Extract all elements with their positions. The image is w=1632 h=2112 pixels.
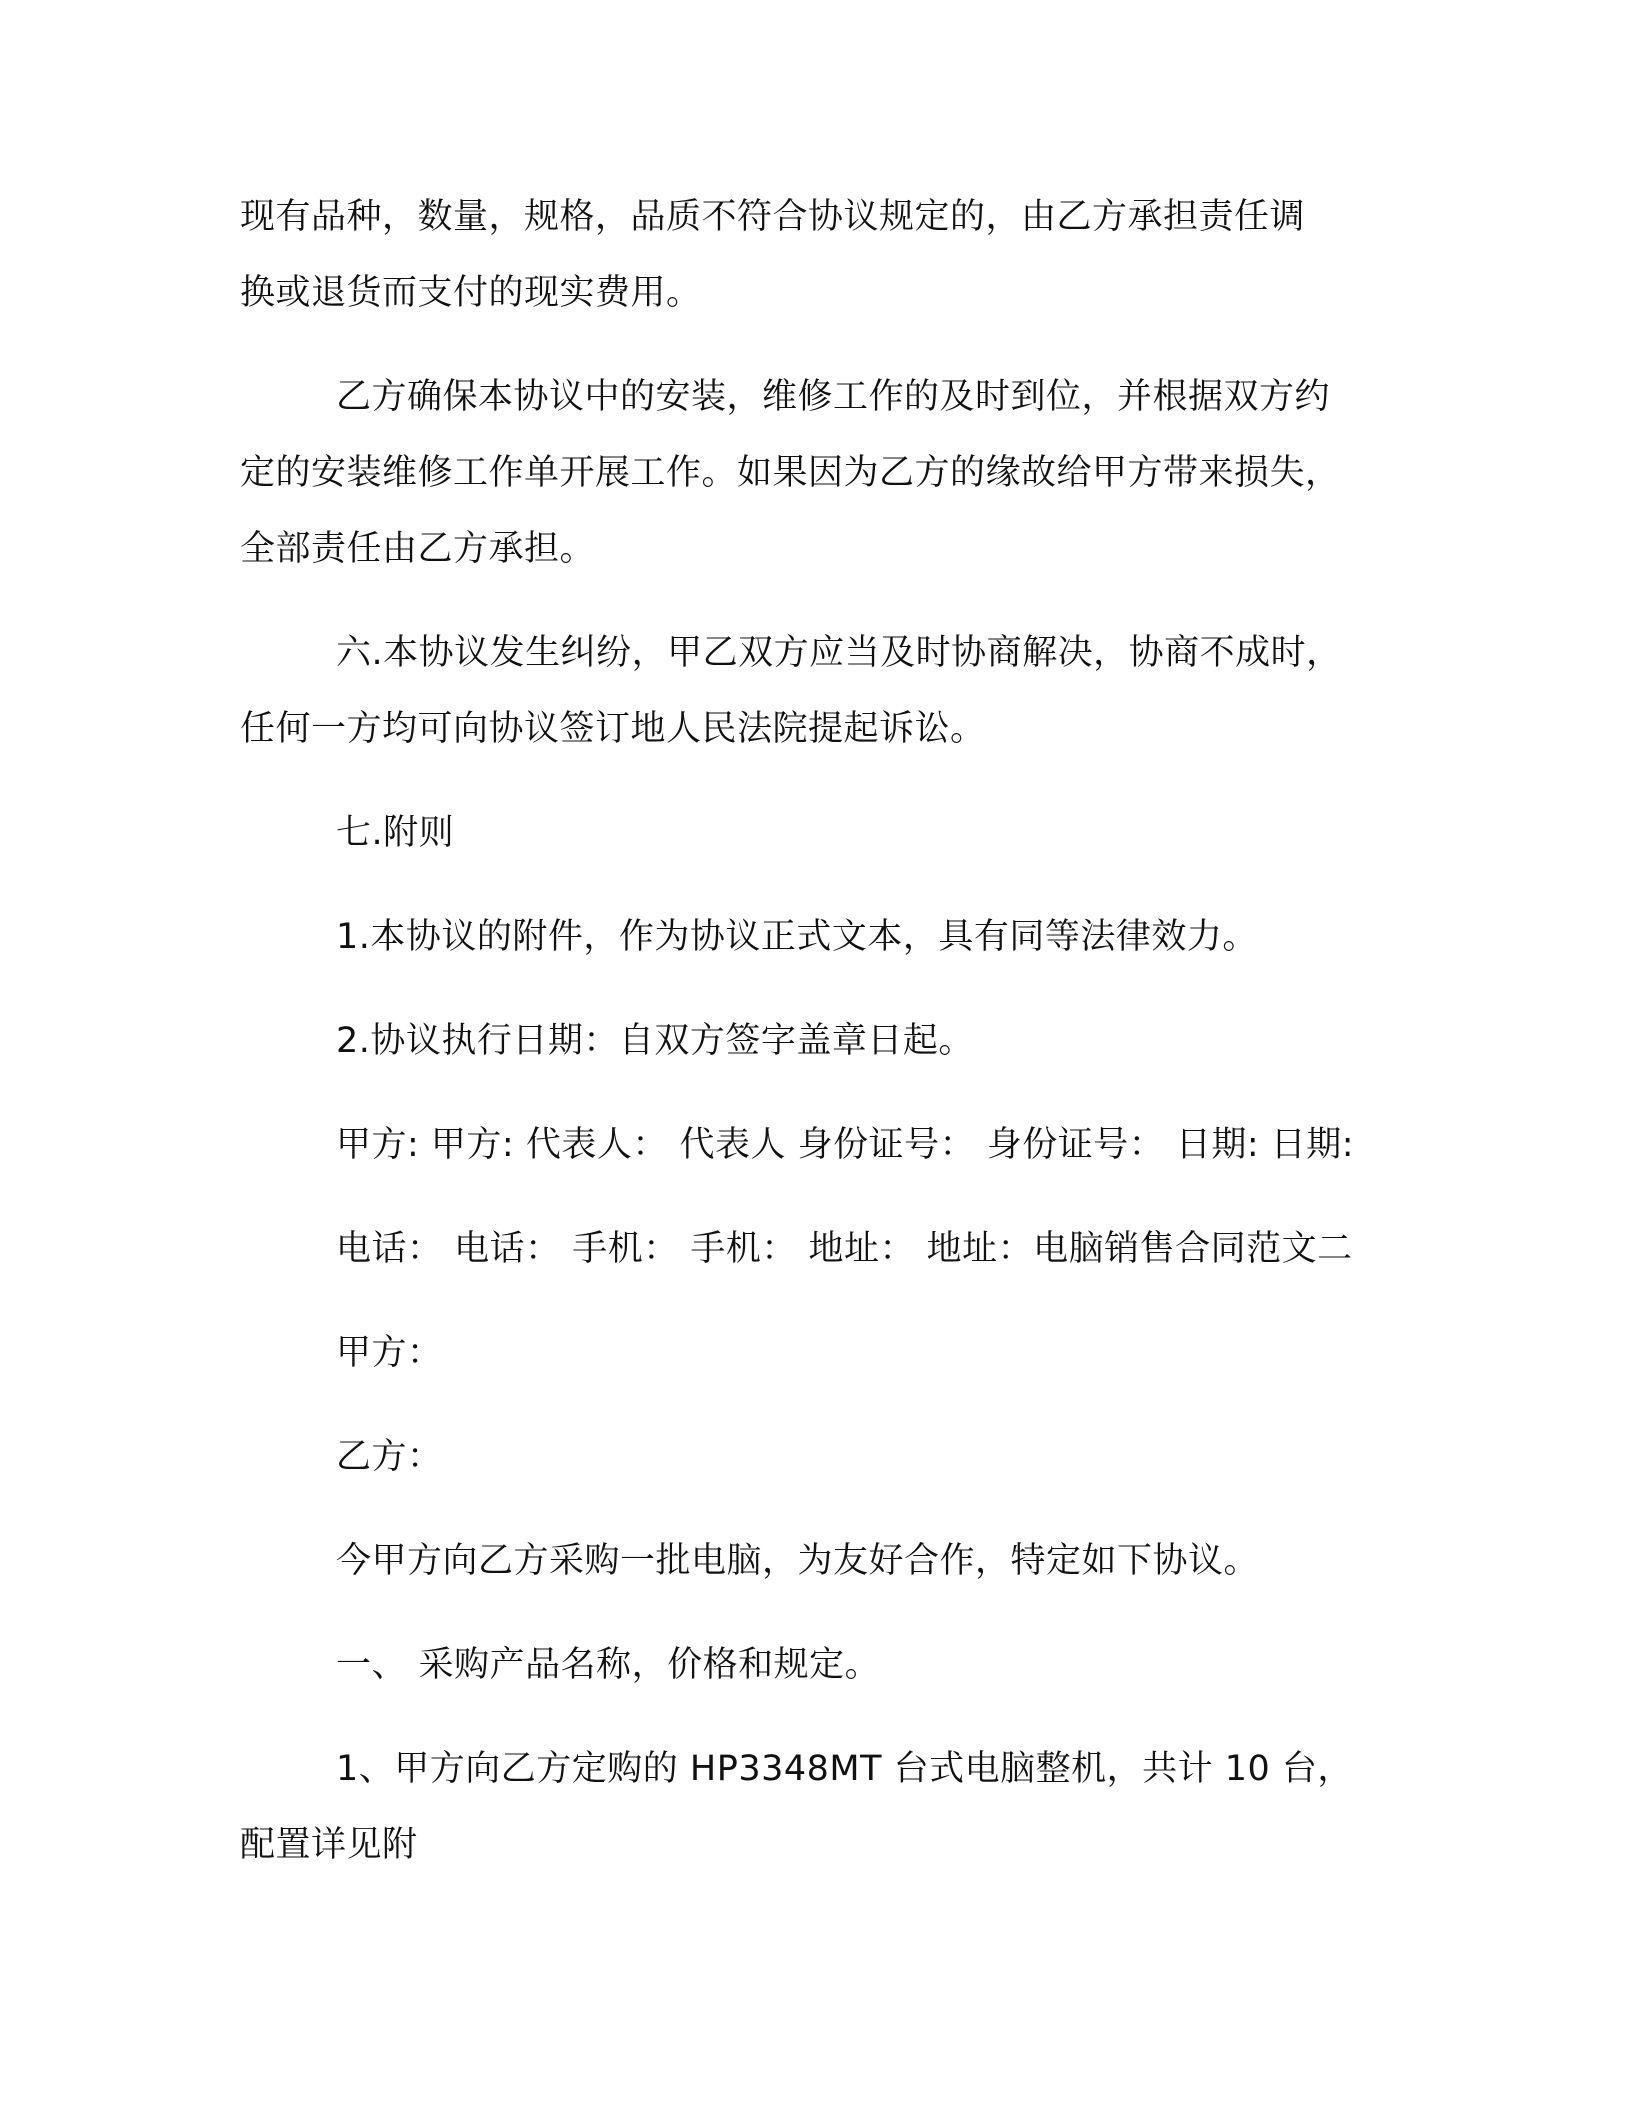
paragraph-line: 定的安装维修工作单开展工作。如果因为乙方的缘故给甲方带来损失，: [240, 453, 1341, 493]
party-a-label: 甲方：: [336, 1333, 443, 1373]
paragraph-line: 换或退货而支付的现实费用。: [240, 273, 702, 313]
section-heading: 七.附则: [336, 813, 455, 853]
contact-fields-line: 电话： 电话： 手机： 手机： 地址： 地址：电脑销售合同范文二: [336, 1229, 1353, 1269]
paragraph-line: 任何一方均可向协议签订地人民法院提起诉讼。: [240, 709, 986, 749]
section-heading: 一、 采购产品名称，价格和规定。: [336, 1645, 881, 1685]
paragraph-line: 六.本协议发生纠纷，甲乙双方应当及时协商解决，协商不成时，: [336, 633, 1342, 673]
paragraph-line: 乙方确保本协议中的安装，维修工作的及时到位，并根据双方约: [336, 377, 1331, 417]
paragraph-line: 现有品种，数量，规格，品质不符合协议规定的，由乙方承担责任调: [240, 197, 1306, 237]
signature-fields-line: 甲方: 甲方: 代表人： 代表人 身份证号： 身份证号： 日期: 日期:: [336, 1125, 1355, 1165]
paragraph-line: 1.本协议的附件，作为协议正式文本，具有同等法律效力。: [336, 917, 1258, 957]
paragraph-line: 今甲方向乙方采购一批电脑，为友好合作，特定如下协议。: [336, 1541, 1260, 1581]
paragraph-line: 1、甲方向乙方定购的 HP3348MT 台式电脑整机，共计 10 台，: [336, 1749, 1353, 1789]
paragraph-line: 配置详见附: [240, 1825, 418, 1865]
paragraph-line: 2.协议执行日期：自双方签字盖章日起。: [336, 1021, 974, 1061]
paragraph-line: 全部责任由乙方承担。: [240, 529, 596, 569]
party-b-label: 乙方：: [336, 1437, 443, 1477]
